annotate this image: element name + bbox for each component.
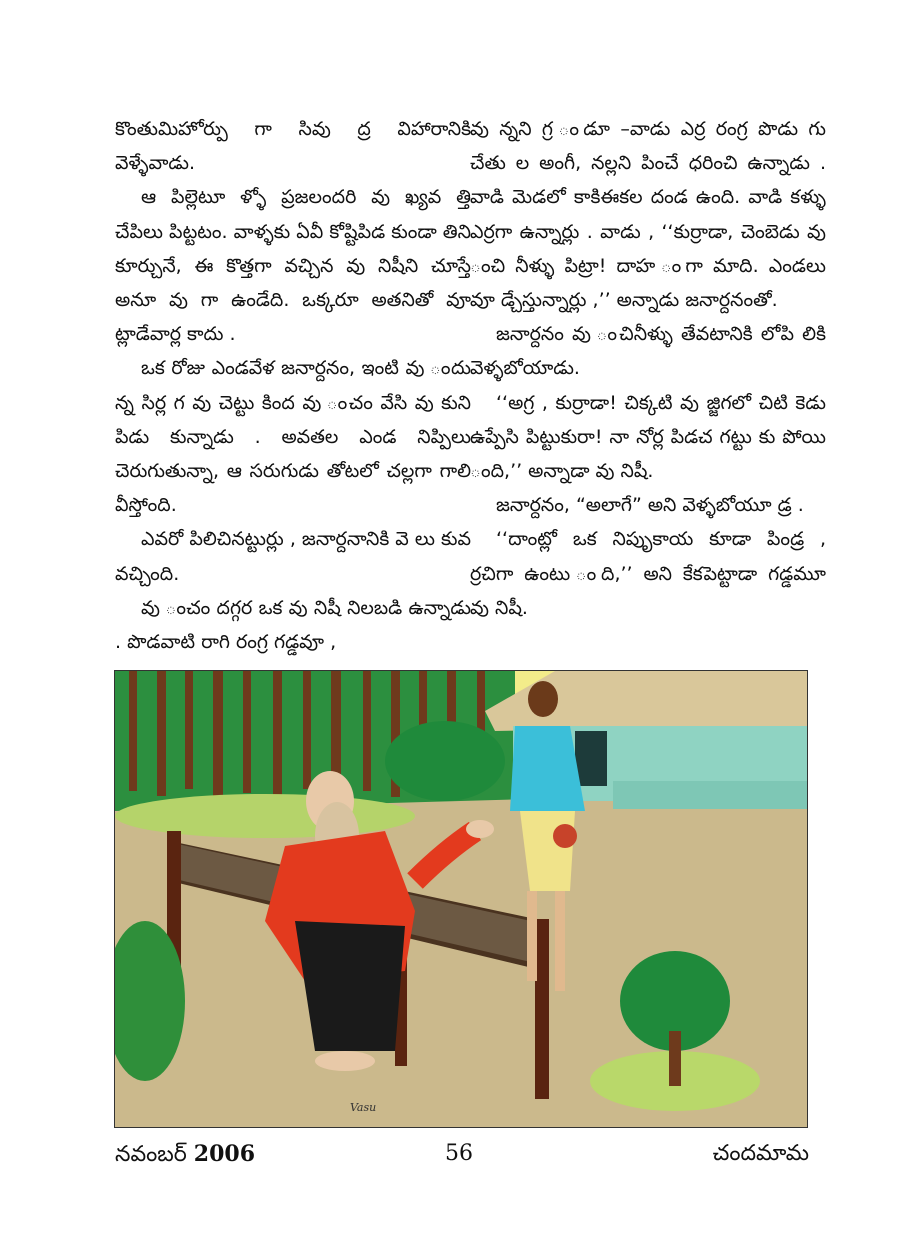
paragraph: కొంతుమిహోర్పు గా సివు ద్ర విహారానికి వెళ్ళేవాడు.	[115, 118, 471, 175]
page-footer	[115, 1141, 809, 1177]
story-illustration	[114, 670, 808, 1128]
illustration-scene	[115, 671, 807, 1127]
paragraph: జనార్దనం, “అలాగే” అని వెళ్ళబోయూ డ్ర .	[496, 494, 804, 517]
artist-signature: Vasu	[350, 1101, 377, 1114]
paragraph: ఆ పిల్లెటూ ళ్ళో ప్రజలందరి వు ఖ్యవ త్తి చేపిలు పిట్టటం. వాళ్ళకు ఏవీ కోష్టిపిడ కుండా తిని కూర్చునే, ఈ కొత్తగా వచ్చిన వు నిషీని చూస్తే అనూ వు గా ఉండేది. ఒక్కరూ అతనితో వూ ట్లాడేవార్ల కాదు .	[115, 186, 471, 346]
paragraph: ఎవరో పిలిచినట్టుర్లు , జనార్దనానికి వె లు కువ వచ్చింది.	[115, 528, 471, 585]
paragraph: ‘‘అగ్ర , కుర్రాడా! చిక్కటి వు జ్జిగలో చిటి కెడు ఉప్పేసి పిట్టుకురా! నా నోర్ల పిడచ గట్టు కు పోయి ంది,’’ అన్నాడా వు నిషీ.	[470, 391, 826, 483]
page-number: 56	[445, 1141, 473, 1166]
paragraph: వు న్నని గ్ర ండూ –వాడు ఎర్ర రంగ్ర పొడు గు చేతు ల అంగీ, నల్లని పించే ధరించి ఉన్నాడు . వాడి మెడలో కాకిఈకల దండ ఉంది. వాడి కళ్ళు ఎర్రగా ఉన్నార్లు . వాడు , ‘‘కుర్రాడా, చెంబెడు వు ంచి నీళ్ళు పిట్రా! దాహ ంగా మాది. ఎండలు వూ డ్చేస్తున్నార్లు ,’’ అన్నాడు జనార్దనంతో.	[470, 118, 826, 312]
story-right-column	[470, 112, 826, 625]
paragraph: వు ంచం దగ్గర ఒక వు నిషీ నిలబడి ఉన్నాడు . పొడవాటి రాగి రంగ్ర గడ్డవూ ,	[115, 596, 471, 654]
grass-patch	[115, 794, 415, 838]
paragraph: ఒక రోజు ఎండవేళ జనార్దనం, ఇంటి వు ందు న్న సిర్ల గ వు చెట్టు కింద వు ంచం వేసి వు కుని పిడు కున్నాడు . అవతల ఎండ నిప్పిలు చెరుగుతున్నా, ఆ సరుగుడు తోటలో చల్లగా గాలి వీస్తోంది.	[115, 357, 471, 517]
story-left-column	[115, 112, 471, 659]
footer-year: 2006	[193, 1141, 256, 1167]
paragraph: జనార్దనం వు ంచినీళ్ళు తేవటానికి లోపి లికి వెళ్ళబోయాడు.	[470, 323, 826, 380]
footer-month: నవంబర్	[115, 1142, 187, 1167]
footer-date	[115, 1141, 255, 1172]
paragraph: ‘‘దాంట్లో ఒక నిపుృకాయ కూడా పిండ్ర , ర్రచిగా ఉంటు ంది,’’ అని కేకపెట్టాడా గడ్డమూ వు నిషీ.	[470, 528, 826, 619]
magazine-name: చందమామ	[712, 1141, 809, 1166]
